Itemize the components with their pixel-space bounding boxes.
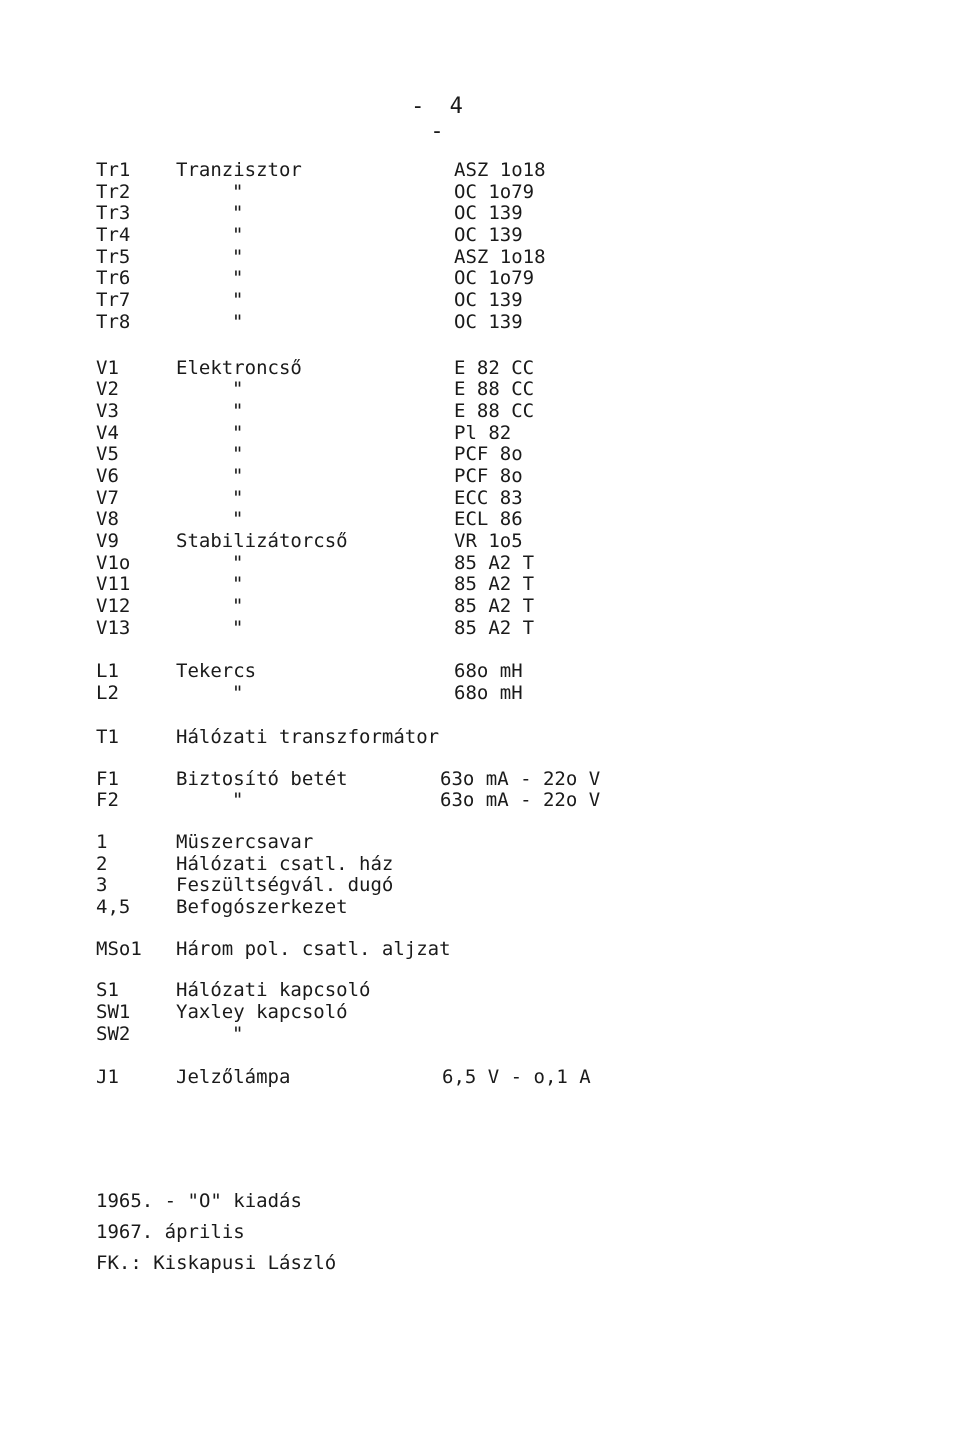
part-description: " (232, 682, 244, 705)
part-row (96, 683, 916, 705)
part-reference: V1 (96, 356, 119, 379)
group-spacer (96, 919, 916, 939)
part-value: 6,5 V - o,1 A (442, 1066, 591, 1089)
part-reference: V8 (96, 508, 119, 531)
group-spacer (96, 960, 916, 980)
part-description: Yaxley kapcsoló (176, 1001, 348, 1023)
part-row (96, 727, 916, 749)
part-description: Hálózati transzformátor (176, 725, 440, 748)
part-reference: 1 (96, 830, 108, 853)
part-value: E 82 CC (454, 356, 535, 379)
group-spacer (96, 812, 916, 832)
part-reference: L2 (96, 682, 119, 705)
part-reference: V7 (96, 486, 119, 509)
part-description: Három pol. csatl. aljzat (176, 937, 451, 960)
part-description: " (232, 573, 244, 596)
part-group (96, 832, 916, 919)
part-row (96, 875, 916, 897)
part-description: Hálózati kapcsoló (176, 979, 371, 1002)
part-value: ECL 86 (454, 508, 523, 531)
part-description: " (232, 180, 244, 203)
part-row (96, 596, 916, 618)
part-reference: V4 (96, 421, 119, 444)
part-row (96, 247, 916, 269)
part-value: ASZ 1o18 (454, 159, 546, 181)
part-description: Biztosító betét (176, 767, 348, 790)
part-reference: SW1 (96, 1001, 131, 1023)
part-row (96, 268, 916, 290)
part-value: ASZ 1o18 (454, 245, 546, 268)
part-row (96, 312, 916, 334)
part-row (96, 980, 916, 1002)
part-row (96, 1002, 916, 1024)
part-reference: V5 (96, 443, 119, 466)
part-value: 85 A2 T (454, 595, 535, 618)
part-row (96, 466, 916, 488)
part-description: " (232, 789, 244, 812)
part-description: " (232, 378, 244, 401)
part-group (96, 727, 916, 749)
date-line: 1967. április (96, 1221, 245, 1243)
part-reference: V11 (96, 573, 131, 596)
part-value: OC 139 (454, 310, 523, 333)
part-description: Tranzisztor (176, 159, 302, 181)
part-description: Müszercsavar (176, 830, 314, 853)
part-row (96, 290, 916, 312)
part-description: Stabilizátorcső (176, 530, 348, 552)
part-row (96, 488, 916, 510)
part-reference: Tr2 (96, 180, 131, 203)
part-description: " (232, 486, 244, 509)
part-reference: Tr1 (96, 159, 131, 181)
part-value: PCF 8o (454, 464, 523, 487)
part-value: 63o mA - 22o V (440, 767, 601, 790)
part-reference: F2 (96, 789, 119, 812)
part-description: " (232, 421, 244, 444)
part-reference: V13 (96, 616, 131, 639)
part-reference: SW2 (96, 1022, 131, 1045)
part-value: E 88 CC (454, 378, 535, 401)
part-description: " (232, 443, 244, 466)
part-row (96, 225, 916, 247)
part-row (96, 854, 916, 876)
part-reference: L1 (96, 660, 119, 683)
document-footer (96, 1186, 336, 1279)
part-reference: V6 (96, 464, 119, 487)
part-value: ECC 83 (454, 486, 523, 509)
part-group (96, 769, 916, 812)
part-description: " (232, 289, 244, 312)
part-group (96, 358, 916, 640)
group-spacer (96, 705, 916, 727)
part-reference: 4,5 (96, 895, 131, 918)
group-spacer (96, 1045, 916, 1067)
part-reference: J1 (96, 1066, 119, 1089)
part-value: OC 139 (454, 202, 523, 225)
part-row (96, 897, 916, 919)
part-description: " (232, 1022, 244, 1045)
part-description: " (232, 267, 244, 290)
part-value: PCF 8o (454, 443, 523, 466)
part-reference: V2 (96, 378, 119, 401)
part-row (96, 379, 916, 401)
part-value: VR 1o5 (454, 530, 523, 552)
part-reference: V1o (96, 551, 131, 574)
part-row (96, 160, 916, 182)
parts-list (96, 160, 916, 1089)
part-reference: F1 (96, 767, 119, 790)
part-description: " (232, 224, 244, 247)
part-value: 85 A2 T (454, 551, 535, 574)
part-group (96, 939, 916, 961)
part-group (96, 1067, 916, 1089)
part-row (96, 358, 916, 380)
page-number: - 4 - (411, 94, 469, 144)
part-value: 68o mH (454, 682, 523, 705)
group-spacer (96, 639, 916, 661)
part-group (96, 980, 916, 1045)
part-reference: 3 (96, 874, 108, 897)
part-row (96, 401, 916, 423)
part-description: " (232, 202, 244, 225)
part-reference: Tr6 (96, 267, 131, 290)
part-row (96, 423, 916, 445)
part-reference: Tr8 (96, 310, 131, 333)
part-reference: Tr3 (96, 202, 131, 225)
group-spacer (96, 334, 916, 358)
part-row (96, 661, 916, 683)
part-description: " (232, 464, 244, 487)
part-value: Pl 82 (454, 421, 512, 444)
edition-line: 1965. - "O" kiadás (96, 1190, 302, 1212)
part-reference: S1 (96, 979, 119, 1002)
part-value: 85 A2 T (454, 616, 535, 639)
part-row (96, 832, 916, 854)
part-reference: MSo1 (96, 937, 142, 960)
part-reference: V3 (96, 399, 119, 422)
part-reference: T1 (96, 725, 119, 748)
part-description: Elektroncső (176, 356, 302, 379)
part-row (96, 509, 916, 531)
part-description: " (232, 551, 244, 574)
part-row (96, 1024, 916, 1046)
part-value: E 88 CC (454, 399, 535, 422)
part-description: " (232, 616, 244, 639)
part-value: 63o mA - 22o V (440, 789, 601, 812)
part-row (96, 203, 916, 225)
part-row (96, 531, 916, 553)
part-reference: V9 (96, 530, 119, 552)
part-row (96, 444, 916, 466)
part-reference: Tr5 (96, 245, 131, 268)
part-description: Hálózati csatl. ház (176, 852, 394, 875)
part-description: Tekercs (176, 660, 257, 683)
part-value: OC 139 (454, 224, 523, 247)
part-reference: 2 (96, 852, 108, 875)
part-description: " (232, 595, 244, 618)
part-row (96, 939, 916, 961)
part-group (96, 160, 916, 334)
part-reference: V12 (96, 595, 131, 618)
part-reference: Tr4 (96, 224, 131, 247)
part-description: Feszültségvál. dugó (176, 874, 394, 897)
part-reference: Tr7 (96, 289, 131, 312)
part-value: 68o mH (454, 660, 523, 683)
part-row (96, 1067, 916, 1089)
part-row (96, 553, 916, 575)
part-value: OC 1o79 (454, 180, 535, 203)
part-description: Befogószerkezet (176, 895, 348, 918)
part-value: OC 139 (454, 289, 523, 312)
author-line: FK.: Kiskapusi László (96, 1252, 337, 1274)
part-row (96, 769, 916, 791)
part-value: OC 1o79 (454, 267, 535, 290)
part-group (96, 661, 916, 704)
group-spacer (96, 749, 916, 769)
part-value: 85 A2 T (454, 573, 535, 596)
part-row (96, 574, 916, 596)
part-description: " (232, 508, 244, 531)
part-row (96, 790, 916, 812)
part-description: " (232, 245, 244, 268)
part-description: " (232, 310, 244, 333)
part-row (96, 618, 916, 640)
part-description: " (232, 399, 244, 422)
part-row (96, 182, 916, 204)
part-description: Jelzőlámpa (176, 1066, 291, 1089)
